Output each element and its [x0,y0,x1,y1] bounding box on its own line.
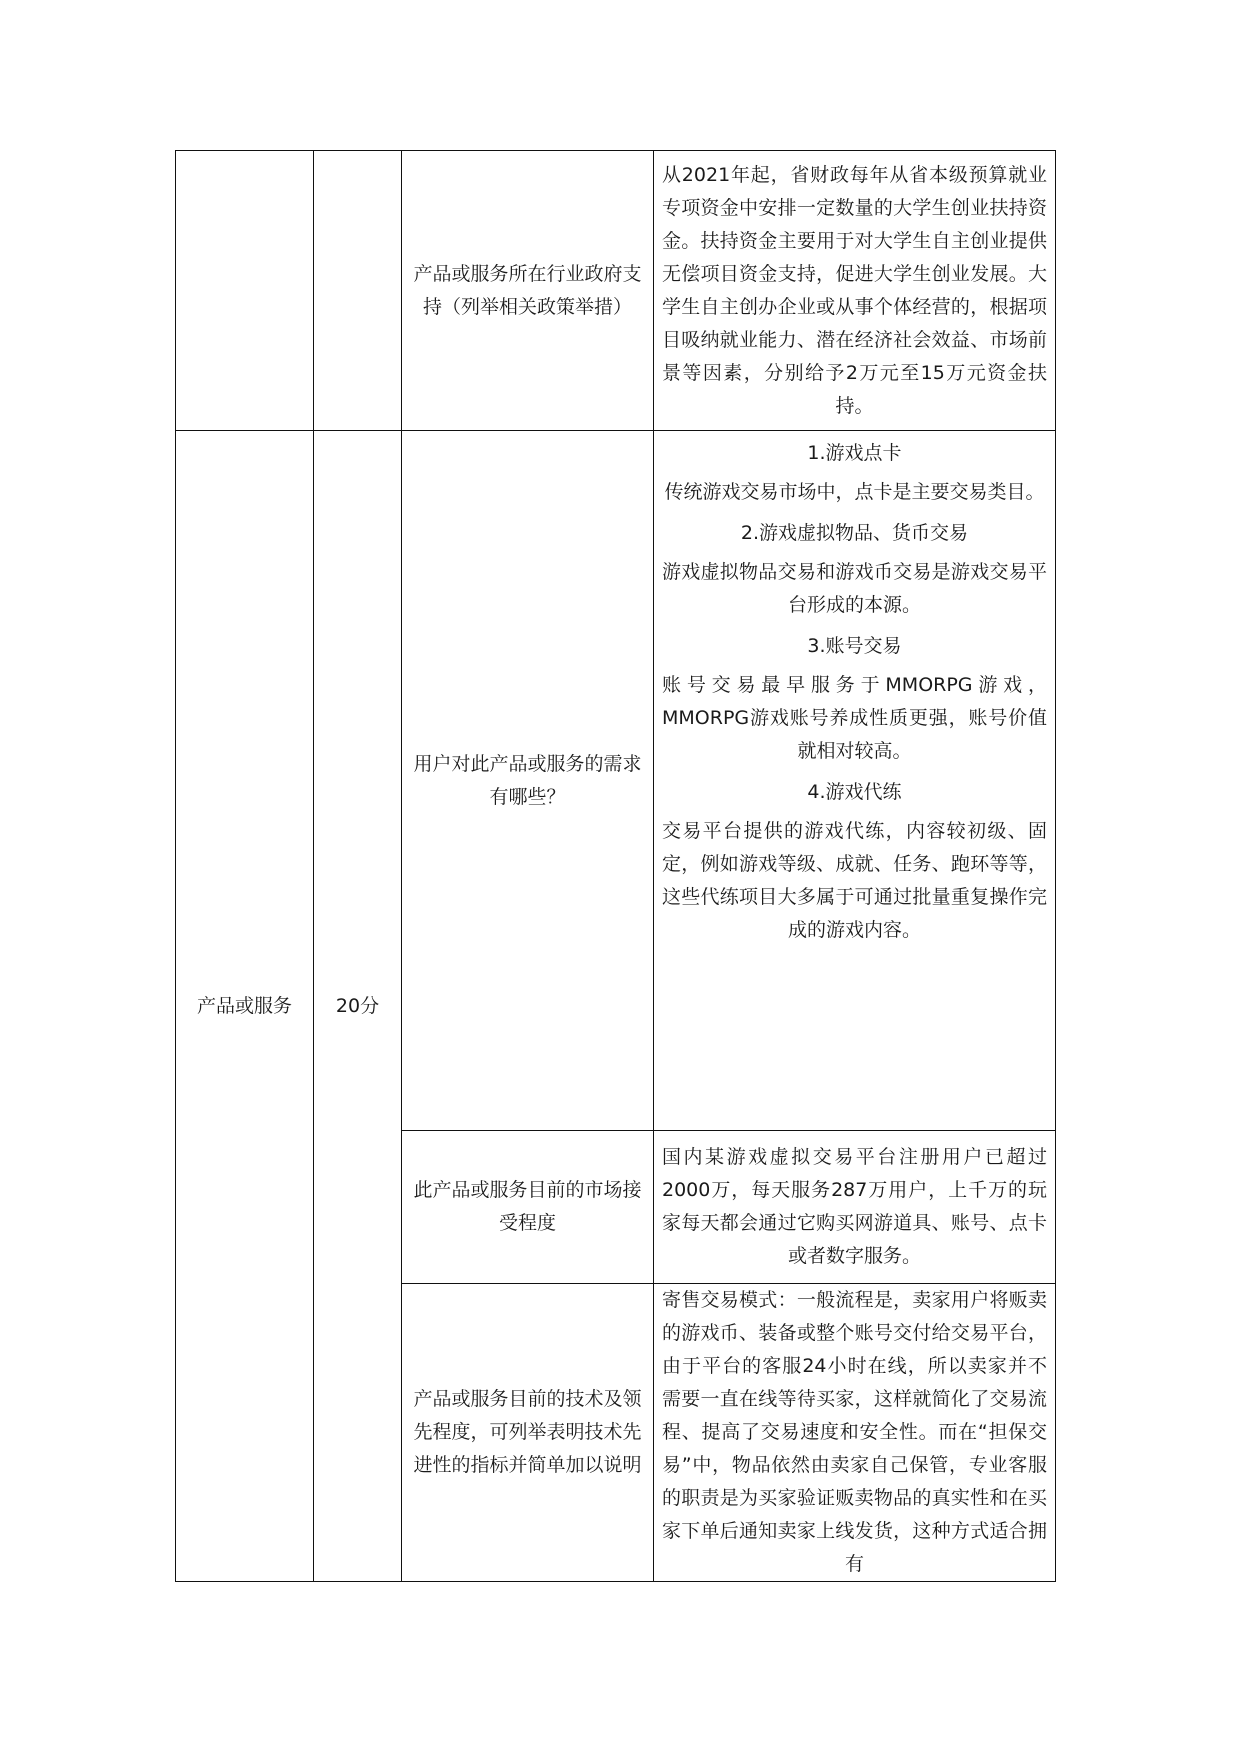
question-cell: 产品或服务目前的技术及领先程度，可列举表明技术先进性的指标并简单加以说明 [402,1284,654,1582]
question-cell: 产品或服务所在行业政府支持（列举相关政策举措） [402,151,654,431]
answer-cell: 寄售交易模式：一般流程是，卖家用户将贩卖的游戏币、装备或整个账号交付给交易平台，由于平台的客服24小时在线，所以卖家并不需要一直在线等待买家，这样就简化了交易流程、提高了交易速度和安全性。而在“担保交易”中，物品依然由卖家自己保管，专业客服的职责是为买家验证贩卖物品的真实性和在买家下单后通知卖家上线发货，这种方式适合拥有 [654,1284,1056,1582]
item-body: 传统游戏交易市场中，点卡是主要交易类目。 [664,481,1045,503]
answer-cell: 国内某游戏虚拟交易平台注册用户已超过2000万，每天服务287万用户，上千万的玩家每天都会通过它购买网游道具、账号、点卡或者数字服务。 [654,1131,1056,1284]
item-title: 4.游戏代练 [807,781,902,803]
answer-cell: 从2021年起，省财政每年从省本级预算就业专项资金中安排一定数量的大学生创业扶持资金。扶持资金主要用于对大学生自主创业提供无偿项目资金支持，促进大学生创业发展。大学生自主创办企业或从事个体经营的，根据项目吸纳就业能力、潜在经济社会效益、市场前景等因素，分别给予2万元至15万元资金扶持。 [654,151,1056,431]
item-title: 2.游戏虚拟物品、货币交易 [740,522,969,544]
item-title: 3.账号交易 [807,635,902,657]
item-body: 交易平台提供的游戏代练，内容较初级、固定，例如游戏等级、成就、任务、跑环等等，这些代练项目大多属于可通过批量重复操作完成的游戏内容。 [662,820,1047,941]
item-body: 账号交易最早服务于MMORPG游戏，MMORPG游戏账号养成性质更强，账号价值就相对较高。 [662,674,1047,762]
question-cell: 用户对此产品或服务的需求有哪些？ [402,431,654,1131]
item-body: 游戏虚拟物品交易和游戏币交易是游戏交易平台形成的本源。 [662,561,1047,616]
table-row [176,151,1056,431]
category-cell [176,151,314,431]
answer-cell [654,431,1056,1131]
category-cell: 产品或服务 [176,431,314,1582]
score-cell [314,151,402,431]
item-title: 1.游戏点卡 [807,442,902,464]
table-row [176,431,1056,1131]
score-cell: 20分 [314,431,402,1582]
question-cell: 此产品或服务目前的市场接受程度 [402,1131,654,1284]
form-table [175,150,1056,1582]
